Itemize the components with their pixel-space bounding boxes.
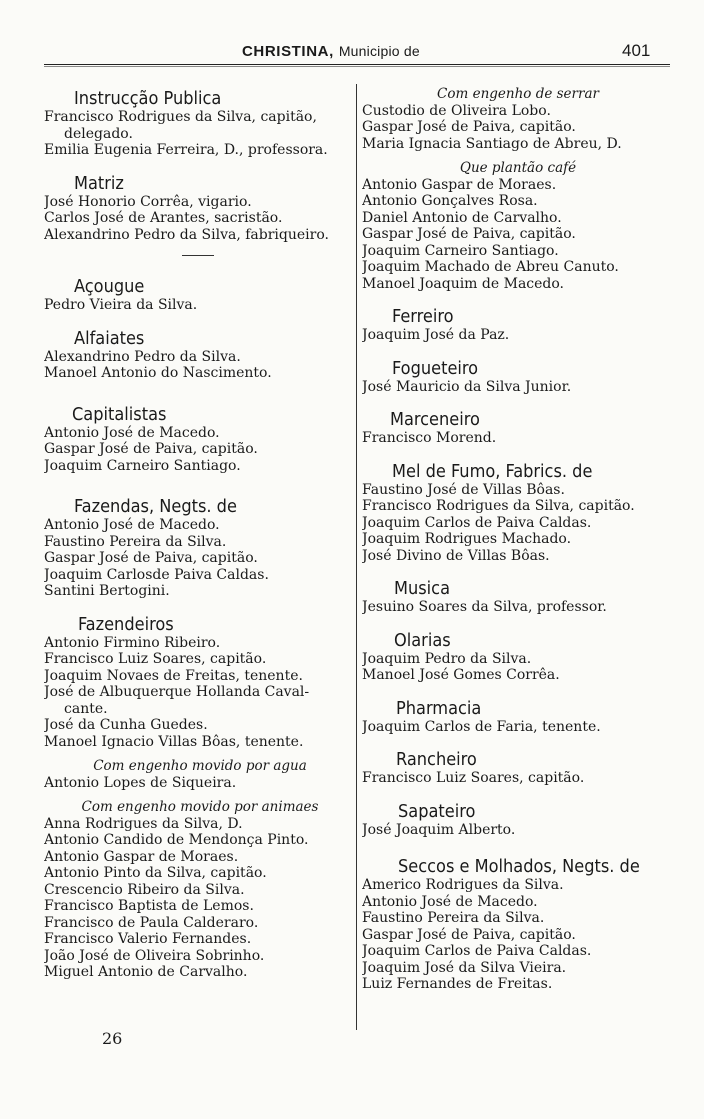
list-item: Antonio Gonçalves Rosa. — [362, 193, 538, 209]
running-header — [0, 38, 704, 62]
list-item: Maria Ignacia Santiago de Abreu, D. — [362, 135, 622, 152]
list-item: Francisco Rodrigues da Silva, capitão. — [362, 498, 635, 514]
list-item: Manoel Joaquim de Macedo. — [362, 275, 565, 292]
list-item: Faustino José de Villas Bôas. — [362, 481, 565, 498]
list-item: Joaquim Carneiro Santiago. — [44, 457, 241, 474]
list-item: Americo Rodrigues da Silva. — [362, 877, 564, 893]
list-item: Emilia Eugenia Ferreira, D., professora. — [44, 142, 328, 158]
list-item: Antonio Candido de Mendonça Pinto. — [44, 832, 309, 848]
section-title-musica: Musica — [394, 578, 451, 599]
right-column — [362, 86, 674, 993]
list-item: Joaquim José da Silva Vieira. — [362, 959, 567, 976]
subsection-cafe: Que plantão café — [459, 160, 577, 176]
list-item: Alexandrino Pedro da Silva. — [44, 348, 241, 365]
list-item: Gaspar José de Paiva, capitão. — [44, 550, 258, 566]
list-item: Joaquim Carlos de Paiva Caldas. — [362, 943, 592, 959]
list-item: João José de Oliveira Sobrinho. — [44, 947, 265, 964]
page-number: 401 — [622, 41, 651, 60]
section-title-seccos: Seccos e Molhados, Negts. de — [398, 856, 640, 877]
list-item: Gaspar José de Paiva, capitão. — [44, 441, 258, 457]
section-title-marceneiro: Marceneiro — [390, 409, 480, 430]
list-item: Miguel Antonio de Carvalho. — [44, 964, 248, 980]
list-item: Joaquim Pedro da Silva. — [362, 650, 532, 667]
list-item: Antonio José de Macedo. — [362, 893, 538, 910]
separator-dash — [182, 255, 214, 256]
section-title-rancheiro: Rancheiro — [396, 749, 477, 770]
list-item: José Divino de Villas Bôas. — [362, 547, 550, 564]
list-item: Joaquim Carlos de Faria, tenente. — [362, 718, 601, 735]
list-item: Santini Bertogini. — [44, 583, 170, 599]
list-item: Manoel Ignacio Villas Bôas, tenente. — [44, 733, 304, 750]
list-item: Daniel Antonio de Carvalho. — [362, 209, 562, 226]
subsection-serrar: Com engenho de serrar — [437, 86, 599, 102]
list-item: Jesuino Soares da Silva, professor. — [362, 599, 607, 615]
list-item: Francisco Luiz Soares, capitão. — [362, 770, 585, 786]
section-title-sapateiro: Sapateiro — [398, 800, 476, 822]
list-item: Anna Rodrigues da Silva, D. — [44, 815, 243, 832]
list-item: Joaquim Carlos de Paiva Caldas. — [362, 514, 592, 531]
list-item: Joaquim Carlosde Paiva Caldas. — [44, 566, 269, 583]
list-item: Francisco de Paula Calderaro. — [44, 914, 259, 931]
list-item: José Mauricio da Silva Junior. — [362, 378, 572, 395]
list-item: Antonio Gaspar de Moraes. — [362, 176, 557, 193]
list-item: Pedro Vieira da Silva. — [44, 297, 198, 313]
list-item: Antonio Firmino Ribeiro. — [44, 634, 221, 651]
list-item: Joaquim José da Paz. — [362, 327, 510, 343]
municipio-label: Municipio de — [338, 43, 420, 59]
running-title — [242, 42, 420, 60]
signature-mark: 26 — [102, 1029, 123, 1048]
list-item-continuation: cante. — [64, 700, 108, 717]
list-item: Joaquim Carneiro Santiago. — [362, 242, 559, 259]
list-item: Antonio Gaspar de Moraes. — [44, 848, 239, 865]
header-rule — [44, 64, 670, 65]
list-item: Faustino Pereira da Silva. — [362, 910, 545, 926]
section-title-matriz: Matriz — [74, 172, 124, 194]
list-item: Antonio Pinto da Silva, capitão. — [44, 865, 267, 881]
list-item: Gaspar José de Paiva, capitão. — [362, 226, 576, 242]
list-item: José Honorio Corrêa, vigario. — [44, 193, 252, 210]
left-column — [44, 88, 356, 981]
list-item: Alexandrino Pedro da Silva, fabriqueiro. — [44, 226, 329, 243]
list-item: Joaquim Machado de Abreu Canuto. — [362, 259, 619, 275]
subsection-animaes: Com engenho movido por animaes — [81, 799, 319, 815]
section-title-fogueteiro: Fogueteiro — [392, 357, 479, 379]
section-title-pharmacia: Pharmacia — [396, 697, 482, 719]
list-item: Custodio de Oliveira Lobo. — [362, 102, 551, 119]
list-item: Faustino Pereira da Silva. — [44, 533, 227, 550]
list-item: Manoel José Gomes Corrêa. — [362, 667, 560, 683]
list-item: Francisco Morend. — [362, 430, 497, 446]
section-title-fazendeiros: Fazendeiros — [78, 613, 174, 635]
section-title-alfaiates: Alfaiates — [74, 327, 145, 349]
list-item: Joaquim Novaes de Freitas, tenente. — [44, 667, 303, 684]
list-item: Crescencio Ribeiro da Silva. — [44, 881, 245, 898]
subsection-agua: Com engenho movido por agua — [93, 758, 307, 774]
list-item: Francisco Rodrigues da Silva, capitão, — [44, 109, 317, 125]
city-name: CHRISTINA, — [242, 43, 334, 60]
list-item: Francisco Luiz Soares, capitão. — [44, 651, 267, 667]
list-item: Manoel Antonio do Nascimento. — [44, 365, 272, 381]
list-item: José da Cunha Guedes. — [44, 717, 208, 733]
list-item: José de Albuquerque Hollanda Caval- — [44, 684, 310, 700]
section-title-instrucao: Instrucção Publica — [74, 88, 222, 109]
list-item: Carlos José de Arantes, sacristão. — [44, 210, 283, 226]
header-rule-thin — [44, 66, 670, 67]
column-divider — [356, 84, 357, 1030]
list-item: Francisco Valerio Fernandes. — [44, 931, 252, 947]
list-item: Joaquim Rodrigues Machado. — [362, 531, 572, 547]
list-item: Antonio José de Macedo. — [44, 424, 220, 441]
list-item: Gaspar José de Paiva, capitão. — [362, 926, 576, 943]
section-title-ferreiro: Ferreiro — [392, 306, 454, 327]
section-title-melfumo: Mel de Fumo, Fabrics. de — [392, 460, 593, 482]
list-item: Luiz Fernandes de Freitas. — [362, 976, 553, 992]
list-item: Antonio José de Macedo. — [44, 517, 220, 533]
section-title-capitalistas: Capitalistas — [72, 403, 167, 425]
list-item: Antonio Lopes de Siqueira. — [44, 774, 237, 791]
section-title-olarias: Olarias — [394, 629, 451, 651]
list-item: Francisco Baptista de Lemos. — [44, 898, 254, 914]
section-title-fazendas: Fazendas, Negts. de — [74, 496, 237, 517]
list-item: José Joaquim Alberto. — [362, 821, 516, 838]
list-item: Gaspar José de Paiva, capitão. — [362, 119, 576, 135]
list-item-continuation: delegado. — [64, 125, 133, 142]
section-title-acougue: Açougue — [74, 276, 145, 297]
